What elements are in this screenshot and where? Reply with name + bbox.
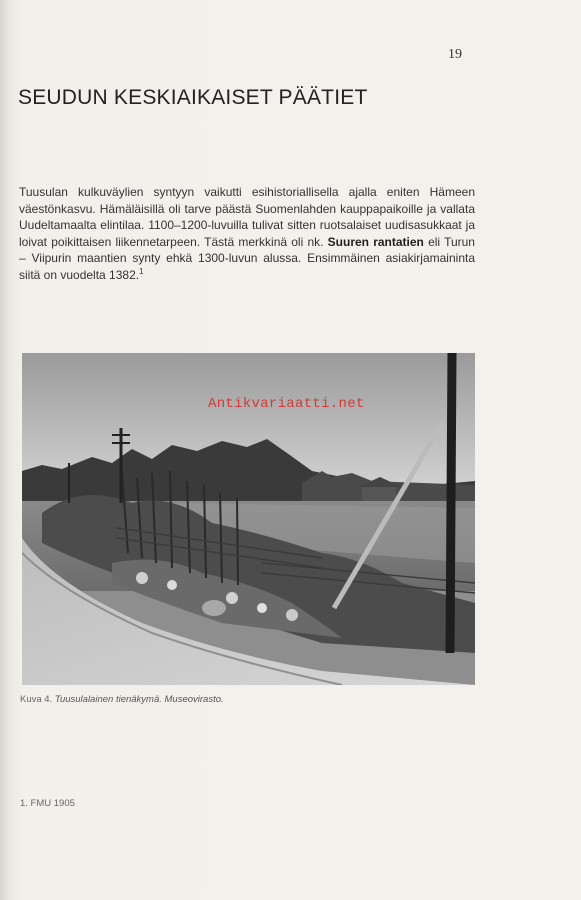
page-number: 19 (448, 47, 462, 62)
footnote-reference: 1 (139, 266, 144, 276)
caption-figure-label: Kuva 4. (20, 694, 53, 705)
paragraph-text-1: Tuusulan kulkuväylien syntyyn vaikutti esihistoriallisella ajalla eniten Hämeen väestönkasvu. Hämäläisillä oli tarve päästä Suomenlahden kauppapaikoille ja vallata Uudeltamaalta elintilaa. 1100–1200-luvuilla tulivat sitten ruotsalaiset uudisasukkaat ja loivat poikittaisen liikennetarpeen. Tästä merkkinä oli nk. (19, 185, 475, 249)
paragraph-text-2: eli Turun – Viipurin maantien synty ehkä 1300-luvun alussa. Ensimmäinen asiakirjamaininta siitä on vuodelta 1382. (19, 234, 475, 282)
paragraph-bold-term: Suuren rantatien (327, 234, 424, 249)
photo-caption (20, 694, 224, 705)
footnote: 1. FMU 1905 (20, 798, 75, 809)
watermark-text: Antikvariaatti.net (208, 396, 365, 412)
body-paragraph (19, 184, 475, 283)
caption-text: Tuusulalainen tienäkymä. Museovirasto. (54, 694, 224, 705)
section-heading: SEUDUN KESKIAIKAISET PÄÄTIET (18, 86, 368, 109)
